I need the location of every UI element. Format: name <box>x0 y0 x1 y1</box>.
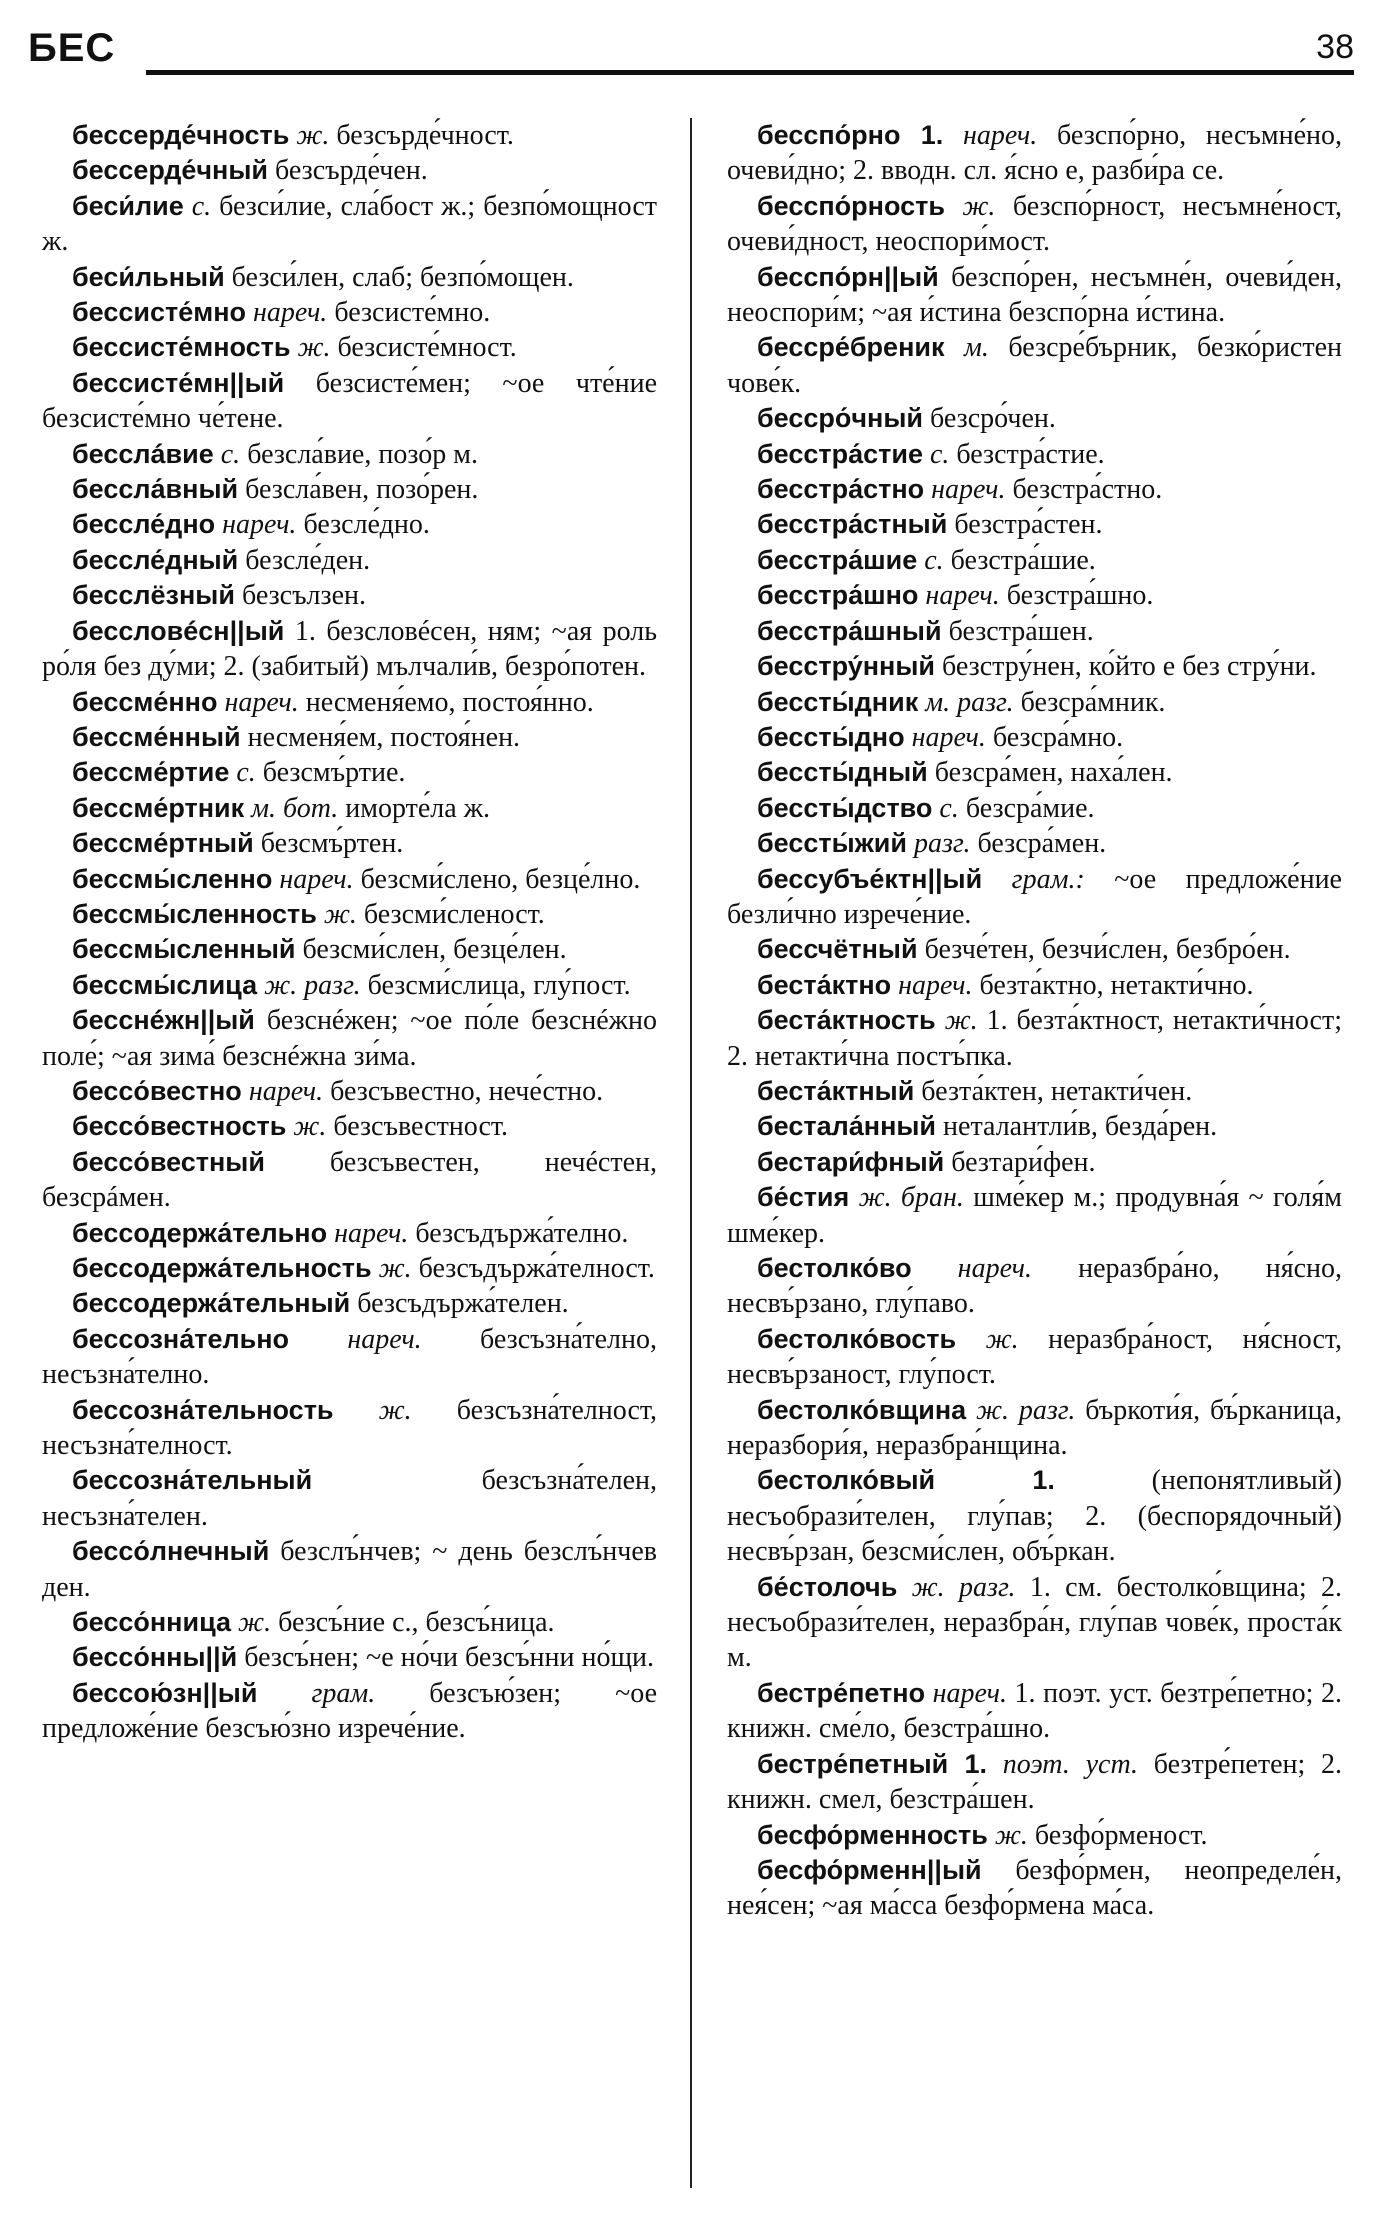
dictionary-entry <box>42 260 657 295</box>
entry-headword: бе́столочь <box>757 1571 898 1602</box>
entry-definition: 1. см. бестолко́вщина; 2. несъобрази́телен, неразбра́н, глу́пав чове́к, проста́к м. <box>727 1571 1343 1674</box>
entry-grammar-mark: нареч. <box>931 474 1006 506</box>
dictionary-entry <box>42 189 657 260</box>
entry-grammar-mark: ж. <box>378 1253 412 1284</box>
entry-grammar-mark: ж. бран. <box>858 1182 964 1214</box>
entry-grammar-mark: м. <box>964 332 989 364</box>
entry-headword: бессчётный <box>757 934 918 965</box>
entry-definition: безсла́вен, позо́рен. <box>245 474 479 506</box>
dictionary-entry <box>727 791 1342 826</box>
entry-headword: бесстра́стный <box>757 509 948 540</box>
entry-definition: безсъзна́телност, несъзна́телност. <box>42 1394 658 1462</box>
dictionary-entry <box>42 543 657 578</box>
entry-definition: неразбра́ност, ня́сност, несвъ́рзаност, глу́пост. <box>727 1323 1342 1391</box>
dictionary-entry <box>727 578 1342 613</box>
dictionary-entry <box>42 1074 657 1109</box>
entry-definition: безсра́мно. <box>992 721 1124 753</box>
entry-grammar-mark: ж. <box>944 1005 978 1037</box>
entry-headword: бесслáвие <box>72 438 214 469</box>
entry-headword: бессла́вный <box>72 474 239 505</box>
dictionary-entry <box>42 578 657 613</box>
entry-headword: бессты́жий <box>757 828 907 859</box>
entry-definition: безсле́дно. <box>303 509 430 541</box>
entry-definition: безсле́ден. <box>245 544 371 576</box>
dictionary-entry <box>42 118 657 153</box>
dictionary-entry <box>727 507 1342 542</box>
entry-grammar-mark: нареч. <box>898 969 973 1001</box>
entry-grammar-mark: нареч. <box>248 1075 324 1107</box>
entry-definition: ~ое предложе́ние безли́чно изрече́ние. <box>727 863 1342 930</box>
entry-headword: бесснéжн||ый <box>72 1005 255 1036</box>
entry-definition: безсмъ́ртен. <box>260 828 404 860</box>
dictionary-entry <box>42 614 657 685</box>
entry-grammar-mark: нареч. <box>925 580 1000 612</box>
entry-headword: бестре́петный 1. <box>757 1748 987 1779</box>
entry-definition: бъркоти́я, бъ́рканица, неразбори́я, неразбра́нщина. <box>727 1394 1342 1462</box>
dictionary-entry <box>727 755 1342 790</box>
entry-definition: безспо́рно, несъмне́но, очеви́дно; 2. вводн. сл. я́сно е, разби́ра се. <box>727 120 1343 187</box>
entry-definition: безсра́мен, наха́лен. <box>934 757 1173 789</box>
dictionary-entry <box>727 1109 1342 1144</box>
entry-headword: бессерде́чность <box>72 120 290 150</box>
dictionary-entry <box>727 720 1342 755</box>
entry-headword: бессодержа́тельный <box>72 1288 351 1319</box>
entry-definition: безсъвестност. <box>333 1111 509 1143</box>
entry-definition: безсро́чен. <box>930 403 1056 435</box>
entry-grammar-mark: ж. <box>378 1394 412 1426</box>
entry-definition: безсмъ́ртие. <box>262 757 406 789</box>
entry-definition: 1. безта́ктност, нетакти́чност; 2. нетакти́чна постъ́пка. <box>727 1005 1342 1072</box>
entry-definition: безсъю́зен; ~ое предложе́ние безсъю́зно изрече́ние. <box>42 1677 658 1745</box>
dictionary-entry <box>42 1251 657 1286</box>
entry-definition: безсми́сленост. <box>363 898 545 930</box>
entry-headword: бесстра́стие <box>757 438 923 469</box>
entry-headword: бестре́петно <box>757 1677 926 1708</box>
entry-headword: беси́льный <box>72 261 225 292</box>
entry-definition: безстру́нен, ко́йто е без стру́ни. <box>942 651 1317 683</box>
entry-headword: бессозна́тельность <box>72 1394 334 1425</box>
dictionary-entry <box>42 1216 657 1251</box>
entry-definition: безспо́рност, несъмне́ност, очеви́дност, неоспори́мост. <box>727 190 1343 258</box>
entry-headword: бесспо́рн||ый <box>757 261 939 292</box>
entry-headword: бессо́вестно <box>72 1075 242 1106</box>
entry-headword: бессме́ртие <box>72 757 230 788</box>
entry-headword: бессро́чный <box>757 403 923 434</box>
entry-grammar-mark: ж. <box>985 1323 1019 1355</box>
dictionary-entry <box>727 649 1342 684</box>
entry-definition: безта́ктен, нетакти́чен. <box>921 1075 1193 1107</box>
dictionary-entry <box>727 1818 1342 1853</box>
column-divider <box>690 118 692 2188</box>
entry-headword: бессозна́тельно <box>72 1323 290 1354</box>
entry-definition: безстра́шно. <box>1006 580 1154 612</box>
dictionary-entry <box>727 614 1342 649</box>
entry-headword: бессле́дно <box>72 509 216 540</box>
dictionary-entry <box>42 897 657 932</box>
dictionary-entry <box>42 1676 657 1747</box>
dictionary-entry <box>727 1003 1342 1074</box>
dictionary-entry <box>42 295 657 330</box>
entry-grammar-mark: с. <box>191 190 212 222</box>
entry-grammar-mark: нареч. <box>962 120 1038 151</box>
entry-definition: безсълзен. <box>241 580 366 612</box>
entry-headword: бессисте́мно <box>72 297 246 328</box>
entry-headword: бессмы́слица <box>72 969 258 1000</box>
dictionary-entry <box>42 755 657 790</box>
entry-definition: безсисте́мен; ~ое чте́ние безсисте́мно че́тене. <box>42 367 657 435</box>
entry-definition: безстра́стно. <box>1012 474 1163 506</box>
entry-headword: бессо́вестность <box>72 1111 287 1142</box>
entry-grammar-mark: ж. <box>293 1111 327 1143</box>
dictionary-entry <box>42 1322 657 1393</box>
dictionary-entry <box>42 862 657 897</box>
dictionary-entry <box>727 1676 1342 1747</box>
entry-definition: безче́тен, безчи́слен, безбро́ен. <box>924 934 1291 966</box>
dictionary-entry <box>42 826 657 861</box>
dictionary-entry <box>727 1180 1342 1251</box>
entry-headword: бессме́нно <box>72 686 218 717</box>
dictionary-entry <box>727 1074 1342 1109</box>
entry-headword: бесспо́рность <box>757 190 945 221</box>
entry-headword: бессисте́мность <box>72 332 291 363</box>
entry-grammar-mark: ж. разг. <box>911 1571 1016 1603</box>
dictionary-entry <box>42 507 657 542</box>
dictionary-entry <box>727 401 1342 436</box>
dictionary-entry <box>727 685 1342 720</box>
entry-headword: бестала́нный <box>757 1111 937 1142</box>
entry-definition: безсъзна́телен, несъзна́телен. <box>42 1465 657 1532</box>
dictionary-entry <box>727 330 1342 401</box>
entry-grammar-mark: с. <box>220 438 241 470</box>
entry-headword: бесстру́нный <box>757 651 936 682</box>
entry-definition: безстра́стен. <box>954 509 1103 541</box>
entry-definition: безсъдържа́телност. <box>418 1253 655 1284</box>
entry-definition: безсъдържа́телен. <box>357 1288 569 1320</box>
entry-definition: неразбра́но, ня́сно, несвъ́рзано, глу́паво. <box>727 1253 1343 1320</box>
entry-grammar-mark: грам.: <box>1011 863 1085 895</box>
entry-grammar-mark: ж. <box>296 120 330 151</box>
entry-definition: безсърде́чност. <box>336 120 514 151</box>
entry-headword: бессо́лнечный <box>72 1536 270 1567</box>
dictionary-entry <box>42 1393 657 1464</box>
entry-headword: беста́ктный <box>757 1075 915 1106</box>
dictionary-entry <box>727 1570 1342 1676</box>
dictionary-entry <box>727 932 1342 967</box>
entry-definition: безси́лие, сла́бост ж.; безпо́мощност ж. <box>42 190 657 258</box>
dictionary-entry <box>727 189 1342 260</box>
dictionary-entry <box>42 330 657 365</box>
entry-headword: бессме́ртник <box>72 792 245 823</box>
left-column <box>42 118 657 1747</box>
entry-headword: бесфо́рменность <box>757 1819 988 1850</box>
dictionary-entry <box>42 1640 657 1675</box>
entry-grammar-mark: ж. <box>238 1607 272 1639</box>
entry-headword: бессубъе́ктн||ый <box>757 863 983 894</box>
entry-headword: бесстра́шие <box>757 544 918 575</box>
entry-definition: безстра́стие. <box>956 438 1105 470</box>
entry-definition: безсъ́нен; ~е но́чи безсъ́нни но́щи. <box>244 1642 655 1674</box>
entry-grammar-mark: ж. разг. <box>264 969 361 1001</box>
dictionary-entry <box>42 685 657 720</box>
entry-headword: бестари́фный <box>757 1146 945 1177</box>
dictionary-entry <box>727 1747 1342 1818</box>
entry-headword: бессре́бреник <box>757 332 945 363</box>
entry-definition: шме́кер м.; продувна́я ~ голя́м шме́кер. <box>727 1182 1342 1249</box>
entry-definition: безстра́шие. <box>950 544 1096 576</box>
entry-definition: безсла́вие, позо́р м. <box>247 438 478 470</box>
entry-headword: бестолко́во <box>757 1253 912 1283</box>
entry-grammar-mark: нареч. <box>957 1253 1032 1284</box>
entry-headword: бесфо́рменн||ый <box>757 1854 982 1885</box>
entry-grammar-mark: нареч. <box>253 297 328 329</box>
page-header <box>28 22 1354 80</box>
entry-headword: бессозна́тельный <box>72 1465 313 1496</box>
entry-headword: бестолко́вый 1. <box>757 1465 1055 1496</box>
entry-definition: безфо́рменост. <box>1034 1819 1208 1851</box>
entry-definition: безсра́мник. <box>1020 686 1166 718</box>
entry-grammar-mark: м. бот. <box>251 792 339 824</box>
entry-headword: бессле́дный <box>72 544 239 575</box>
entry-headword: бессме́нный <box>72 721 241 752</box>
entry-grammar-mark: нареч. <box>279 863 354 895</box>
entry-grammar-mark: ж. <box>297 332 331 364</box>
dictionary-entry <box>727 1145 1342 1180</box>
entry-definition: безфо́рмен, неопределе́н, нея́сен; ~ая ма́сса безфо́рмена ма́са. <box>727 1854 1342 1922</box>
dictionary-entry <box>42 1003 657 1074</box>
entry-grammar-mark: нареч. <box>911 721 986 753</box>
entry-definition: 1. поэт. уст. безтре́петно; 2. книжн. сме́ло, безстра́шно. <box>727 1677 1342 1745</box>
entry-definition: неталантли́в, безда́рен. <box>943 1111 1218 1143</box>
dictionary-entry <box>727 1251 1342 1322</box>
right-column <box>727 118 1342 1924</box>
entry-definition: безсъвестно, нече́стно. <box>330 1075 604 1107</box>
entry-headword: бессо́нны||й <box>72 1642 238 1673</box>
entry-grammar-mark: ж. <box>323 898 357 930</box>
entry-headword: бессты́дно <box>757 721 905 752</box>
entry-grammar-mark: нареч. <box>334 1217 409 1249</box>
entry-headword: бесслёзный <box>72 580 235 611</box>
header-rule <box>146 70 1354 75</box>
entry-definition: безстра́шен. <box>948 615 1094 647</box>
entry-headword: бестолко́вщина <box>757 1394 967 1425</box>
dictionary-entry <box>727 1853 1342 1924</box>
entry-definition: безсми́слица, глу́пост. <box>367 969 631 1001</box>
entry-headword: бессты́дник <box>757 686 919 717</box>
dictionary-entry <box>727 543 1342 578</box>
entry-grammar-mark: с. <box>939 792 959 824</box>
dictionary-entry <box>42 1109 657 1144</box>
entry-definition: безсми́слено, безце́лно. <box>360 863 641 895</box>
dictionary-entry <box>727 260 1342 331</box>
dictionary-entry <box>42 1605 657 1640</box>
dictionary-entry <box>42 472 657 507</box>
entry-grammar-mark: нареч. <box>222 509 297 541</box>
dictionary-entry <box>727 862 1342 933</box>
entry-headword: бессодержа́тельно <box>72 1217 328 1248</box>
entry-headword: беси́лие <box>72 190 184 221</box>
dictionary-entry <box>727 826 1342 861</box>
entry-definition: безсисте́мно. <box>334 297 491 329</box>
dictionary-entry <box>727 472 1342 507</box>
entry-grammar-mark: нареч. <box>224 686 299 718</box>
entry-definition: 1. безсловéсен, ням; ~ая роль ро́ля без ду́ми; 2. (забитый) мълчали́в, безро́потен. <box>42 615 657 683</box>
entry-headword: бесстра́шно <box>757 580 919 611</box>
entry-headword: беста́ктно <box>757 969 892 1000</box>
dictionary-entry <box>42 366 657 437</box>
entry-definition: безсра́мен. <box>977 828 1107 860</box>
dictionary-entry <box>42 1286 657 1321</box>
dictionary-entry <box>727 437 1342 472</box>
entry-definition: безспо́рен, несъмне́н, очеви́ден, неоспори́м; ~ая и́стина безспо́рна и́стина. <box>727 261 1342 329</box>
entry-definition: безснéжен; ~ое по́ле безснéжно поле́; ~ая зима́ безснéжна зи́ма. <box>42 1005 657 1072</box>
entry-headword: бесстра́стно <box>757 474 925 505</box>
entry-definition: безси́лен, слаб; безпо́мощен. <box>231 261 574 293</box>
entry-headword: бесстра́шный <box>757 615 942 646</box>
entry-headword: бессмы́сленный <box>72 934 296 965</box>
entry-definition: безтари́фен. <box>951 1146 1096 1178</box>
entry-definition: безсра́мие. <box>965 792 1095 824</box>
entry-grammar-mark: разг. <box>914 828 971 860</box>
dictionary-entry <box>42 1145 657 1216</box>
entry-definition: (непонятливый) несъобрази́телен, глу́пав; 2. (беспорядочный) несвъ́рзан, безсми́слен, объ́ркан. <box>727 1465 1342 1568</box>
dictionary-entry <box>727 1393 1342 1464</box>
entry-headword: бессо́нница <box>72 1607 232 1638</box>
entry-definition: безсми́слен, безце́лен. <box>302 934 567 966</box>
entry-grammar-mark: поэт. уст. <box>1002 1748 1139 1780</box>
dictionary-entry <box>42 791 657 826</box>
entry-grammar-mark: грам. <box>311 1677 376 1709</box>
entry-headword: бессодержа́тельность <box>72 1253 372 1283</box>
dictionary-entry <box>727 118 1342 189</box>
entry-headword: бессловéсн||ый <box>72 615 285 646</box>
dictionary-entry <box>42 1463 657 1534</box>
entry-definition: безсъзна́телно, несъзна́телно. <box>42 1323 657 1391</box>
dictionary-entry <box>42 437 657 472</box>
entry-definition: безсъ́ние с., безсъ́ница. <box>278 1607 555 1639</box>
entry-definition: безсре́бърник, безко́ристен чове́к. <box>727 332 1343 399</box>
entry-grammar-mark: с. <box>924 544 944 576</box>
entry-definition: безсисте́мност. <box>337 332 517 364</box>
entry-grammar-mark: с. <box>929 438 950 470</box>
entry-headword: бессты́дный <box>757 757 928 788</box>
entry-grammar-mark: нареч. <box>932 1677 1007 1709</box>
dictionary-entry <box>42 720 657 755</box>
entry-grammar-mark: м. разг. <box>925 686 1014 718</box>
entry-definition: безта́ктно, нетакти́чно. <box>979 969 1254 1001</box>
entry-definition: безтре́петен; 2. книжн. смел, безстра́шен. <box>727 1748 1343 1816</box>
entry-definition: несменя́емо, постоя́нно. <box>305 686 594 718</box>
dictionary-entry <box>42 968 657 1003</box>
entry-definition: безсъвестен, нечéстен, безсрáмен. <box>42 1146 658 1214</box>
entry-headword: бессмы́сленность <box>72 898 317 929</box>
entry-grammar-mark: ж. <box>994 1819 1028 1851</box>
entry-definition: безсъдържа́телно. <box>415 1217 629 1249</box>
entry-definition: несменя́ем, постоя́нен. <box>247 721 521 753</box>
entry-headword: беста́ктность <box>757 1005 936 1036</box>
entry-definition: безслъ́нчев; ~ день безслъ́нчев ден. <box>42 1536 657 1603</box>
page-number: 38 <box>1316 28 1354 66</box>
entry-headword: бессисте́мн||ый <box>72 367 285 398</box>
entry-headword: бессты́дство <box>757 792 933 823</box>
dictionary-entry <box>42 153 657 188</box>
entry-grammar-mark: нареч. <box>347 1323 422 1355</box>
entry-grammar-mark: ж. <box>962 190 996 222</box>
entry-definition: безсърде́чен. <box>275 155 428 187</box>
entry-headword: бессою́зн||ый <box>72 1677 258 1708</box>
entry-headword: бессерде́чный <box>72 155 269 186</box>
dictionary-entry <box>727 968 1342 1003</box>
dictionary-entry <box>42 1534 657 1605</box>
entry-grammar-mark: ж. разг. <box>976 1394 1076 1426</box>
entry-headword: бессме́ртный <box>72 828 254 859</box>
entry-definition: иморте́ла ж. <box>345 792 491 824</box>
dictionary-entry <box>42 932 657 967</box>
dictionary-entry <box>727 1463 1342 1569</box>
entry-headword: бессмы́сленно <box>72 863 273 894</box>
entry-headword: бесспо́рно 1. <box>757 120 944 150</box>
entry-grammar-mark: с. <box>236 757 256 789</box>
guide-word: БЕС <box>28 26 116 70</box>
entry-headword: бессо́вестный <box>72 1146 265 1177</box>
dictionary-entry <box>727 1322 1342 1393</box>
entry-headword: бе́стия <box>757 1182 850 1213</box>
entry-headword: бестолко́вость <box>757 1323 957 1354</box>
